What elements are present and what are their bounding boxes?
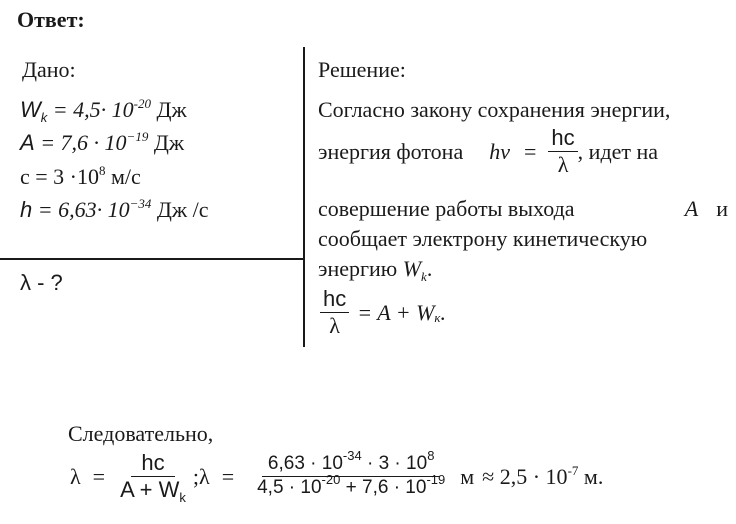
solution-line-3: совершение работы выхода A и (318, 196, 728, 221)
hc-over-lambda-fraction: $\frac{hc}{\lambda}$ (548, 126, 577, 177)
given-a: $A = 7,6 \cdot 10^{-19}$ Дж (20, 129, 185, 155)
solution-line-4: сообщает электрону кинетическую (318, 226, 648, 251)
given-h: $h = 6,63\cdot 10^{-34}$ Дж /с (20, 196, 209, 222)
given-wk: $W_k = 4,5\cdot 10^{-20}$ Дж (20, 96, 187, 125)
solution-line-5: энергию $W_k$. (318, 256, 433, 284)
given-c: $c = 3 \cdot 10^8$ м/с (20, 163, 141, 189)
solution-formula: $\frac{hc}{\lambda}$ = A + W $_к$ . (320, 287, 446, 338)
final-formula: λ = $\frac{hc}{A + W_k}$ ; λ = $\frac{6,63 \cdot 10^{-34} \cdot 3 \cdot 10^8}{4,5 \cdot 10^{-20} + 7,6 \cdot 10^{-19}}$ м ≈ $2,5 \cdot 10^{-7}$ м. (70, 448, 604, 506)
solution-label: Решение: (318, 57, 406, 82)
table-horizontal-divider (0, 258, 304, 260)
conclusion-label: Следовательно, (68, 421, 214, 446)
solution-line-2: энергия фотона hv = $\frac{hc}{\lambda}$ , идет на (318, 125, 659, 178)
table-vertical-divider (303, 47, 305, 347)
answer-heading: Ответ: (17, 7, 85, 32)
given-label: Дано: (22, 57, 76, 82)
solution-line-1: Согласно закону сохранения энергии, (318, 97, 671, 122)
find-lambda: λ - ? (20, 270, 63, 295)
